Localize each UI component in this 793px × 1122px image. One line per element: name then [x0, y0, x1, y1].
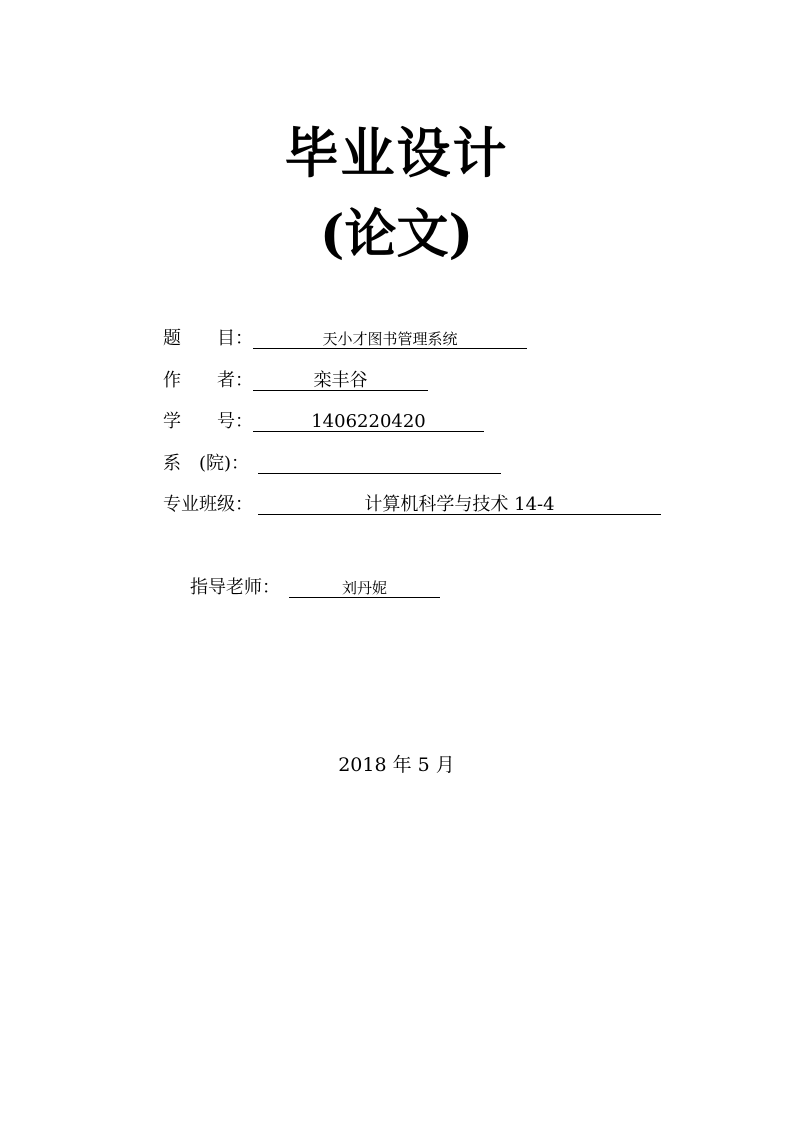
- field-row-advisor: [190, 575, 450, 601]
- thesis-title: 毕业设计: [284, 121, 509, 185]
- field-value-department: [258, 451, 501, 474]
- field-label-author: 作 者：: [163, 370, 253, 391]
- field-label-major-class: 专业班级：: [163, 494, 253, 515]
- thesis-subtitle: (论文): [319, 204, 474, 265]
- field-label-advisor: 指导老师：: [190, 577, 280, 598]
- field-value-topic: 天小才图书管理系统: [253, 326, 527, 349]
- field-label-student-id: 学 号：: [163, 411, 253, 432]
- field-row-topic: [163, 326, 533, 352]
- field-value-major-class: 计算机科学与技术 14-4: [258, 492, 661, 515]
- field-label-topic: 题 目：: [163, 328, 253, 349]
- field-row-major-class: [163, 492, 668, 518]
- field-value-author: 栾丰谷: [253, 368, 428, 391]
- field-row-author: [163, 368, 433, 394]
- field-value-student-id: 1406220420: [253, 409, 484, 432]
- field-row-department: [163, 451, 508, 477]
- submission-date: 2018 年 5 月: [338, 754, 455, 776]
- field-row-student-id: [163, 409, 493, 435]
- field-label-department: 系 (院)：: [163, 453, 250, 474]
- field-value-advisor: 刘丹妮: [289, 575, 440, 598]
